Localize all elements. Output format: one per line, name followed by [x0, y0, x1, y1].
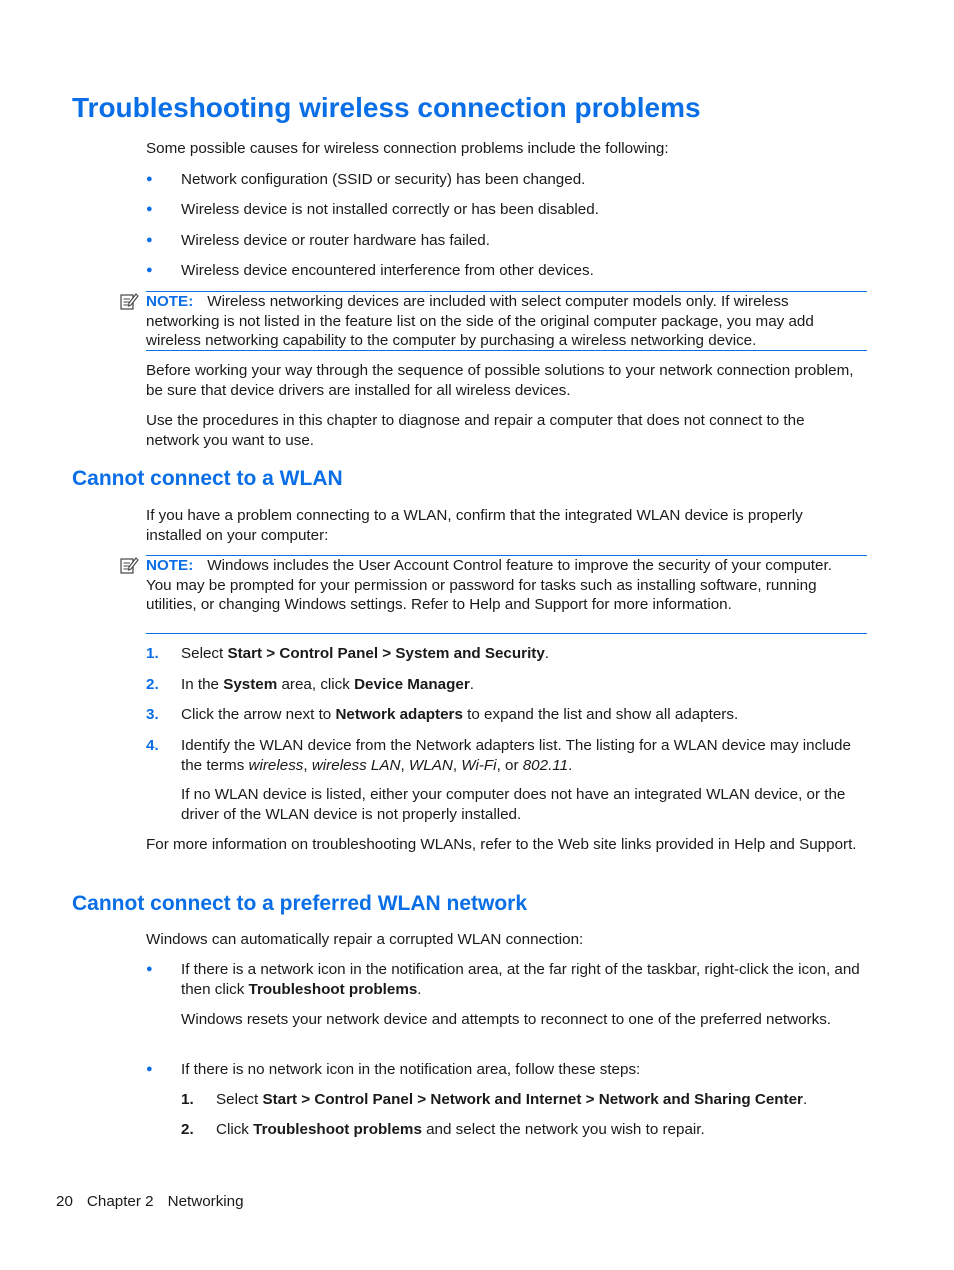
- footer-chapter: Chapter 2: [86, 1193, 154, 1210]
- bullet-icon: ●: [146, 234, 153, 246]
- list-item: If there is a network icon in the notification area, at the far right of the taskbar, right-click the icon, and then click Troubleshoot problems.: [181, 961, 860, 998]
- step-item: Identify the WLAN device from the Network adapters list. The listing for a WLAN device may include the terms wireless, wireless LAN, WLAN, Wi-Fi, or 802.11.: [181, 737, 851, 774]
- note-bottom-rule: [146, 633, 867, 634]
- note-1: [146, 292, 861, 351]
- paragraph: For more information on troubleshooting WLANs, refer to the Web site links provided in Help and Support.: [146, 836, 857, 853]
- section-heading: Cannot connect to a WLAN: [72, 467, 343, 490]
- note-text: Wireless networking devices are included with select computer models only. If wireless networking is not listed in the feature list on the side of the original computer package, you may add wireless networking capability to the computer by purchasing a wireless networking device.: [146, 293, 814, 349]
- note-icon: [119, 555, 139, 575]
- substep-item: Click Troubleshoot problems and select the network you wish to repair.: [216, 1121, 705, 1138]
- step-number: 2.: [146, 676, 159, 693]
- substep-item: Select Start > Control Panel > Network and Internet > Network and Sharing Center.: [216, 1091, 808, 1108]
- step-number: 4.: [146, 737, 159, 754]
- page-number: 20: [56, 1193, 73, 1210]
- list-item: Wireless device encountered interference from other devices.: [181, 262, 594, 279]
- bullet-icon: ●: [146, 264, 153, 276]
- list-item: If there is no network icon in the notification area, follow these steps:: [181, 1061, 641, 1078]
- note-label: NOTE:: [146, 293, 194, 310]
- note-text: Windows includes the User Account Control feature to improve the security of your computer. You may be prompted for your permission or password for tasks such as installing software, running utilities, or changing Windows settings. Refer to Help and Support for more information.: [146, 557, 832, 613]
- list-followup: Windows resets your network device and attempts to reconnect to one of the preferred networks.: [181, 1011, 832, 1028]
- note-2: [146, 556, 861, 615]
- section-intro: Windows can automatically repair a corrupted WLAN connection:: [146, 931, 584, 948]
- section-intro: If you have a problem connecting to a WLAN, confirm that the integrated WLAN device is properly installed on your computer:: [146, 507, 803, 544]
- step-number: 1.: [146, 645, 159, 662]
- bullet-icon: ●: [146, 173, 153, 185]
- intro-paragraph: Some possible causes for wireless connection problems include the following:: [146, 140, 669, 157]
- list-item: Wireless device or router hardware has failed.: [181, 232, 490, 249]
- substep-number: 1.: [181, 1091, 194, 1108]
- step-followup: If no WLAN device is listed, either your computer does not have an integrated WLAN device, or the driver of the WLAN device is not properly installed.: [181, 786, 846, 823]
- list-item: Network configuration (SSID or security) has been changed.: [181, 171, 586, 188]
- note-label: NOTE:: [146, 557, 194, 574]
- paragraph: Use the procedures in this chapter to diagnose and repair a computer that does not connect to the network you want to use.: [146, 412, 805, 449]
- bullet-icon: ●: [146, 1063, 153, 1075]
- step-item: Click the arrow next to Network adapters to expand the list and show all adapters.: [181, 706, 739, 723]
- footer-section: Networking: [167, 1193, 244, 1210]
- bullet-icon: ●: [146, 203, 153, 215]
- bullet-icon: ●: [146, 963, 153, 975]
- substep-number: 2.: [181, 1121, 194, 1138]
- page-title: Troubleshooting wireless connection problems: [72, 92, 701, 123]
- note-bottom-rule: [146, 350, 867, 351]
- step-item: In the System area, click Device Manager.: [181, 676, 474, 693]
- note-icon: [119, 291, 139, 311]
- section-heading: Cannot connect to a preferred WLAN network: [72, 892, 528, 915]
- step-item: Select Start > Control Panel > System and Security.: [181, 645, 550, 662]
- paragraph: Before working your way through the sequence of possible solutions to your network connection problem, be sure that device drivers are installed for all wireless devices.: [146, 362, 854, 399]
- page-footer: [56, 1193, 258, 1210]
- list-item: Wireless device is not installed correctly or has been disabled.: [181, 201, 599, 218]
- step-number: 3.: [146, 706, 159, 723]
